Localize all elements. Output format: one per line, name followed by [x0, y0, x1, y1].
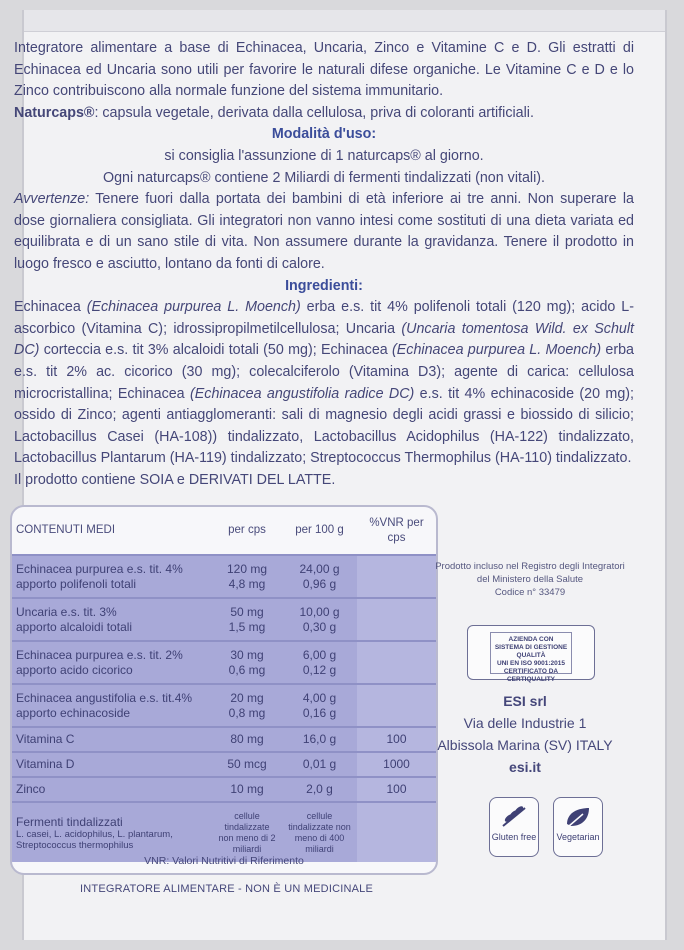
label-text — [14, 38, 634, 491]
cell: 10 mg — [212, 777, 282, 802]
top-band — [24, 10, 665, 32]
cell: 20 mg — [230, 690, 264, 705]
company-website: esi.it — [509, 759, 541, 775]
quality-certification-badge — [467, 625, 595, 683]
row-name: Echinacea purpurea e.s. tit. 4% — [16, 561, 183, 576]
cell: 50 mcg — [212, 752, 282, 777]
vnr-note: VNR: Valori Nutritivi di Riferimento — [144, 855, 304, 867]
row-name: Fermenti tindalizzati — [16, 814, 123, 829]
cell — [357, 555, 436, 598]
row-sub: apporto echinacoside — [16, 705, 131, 720]
cell: 10,00 g — [299, 604, 340, 619]
cell: 80 mg — [212, 727, 282, 752]
ing-part: erba e.s. tit 4% polifenoli totali (120 mg); acido L-ascorbico (Vitamina C); idrossipropilmetilcellulosa; Uncaria — [14, 299, 634, 337]
row-name: Vitamina C — [12, 727, 212, 752]
nutrition-table — [10, 505, 438, 875]
cell: 100 — [357, 777, 436, 802]
cell: 50 mg — [230, 604, 264, 619]
ing-latin: (Echinacea purpurea L. Moench) — [86, 299, 301, 316]
table-row — [12, 727, 436, 752]
ing-part: erba e.s. tit 2% ac. cicorico (30 mg); colecalciferolo (Vitamina D3); agente di carica: cellulosa microcristallina; Echinacea — [14, 342, 634, 402]
table-header — [12, 507, 436, 555]
company-city: Albissola Marina (SV) ITALY — [437, 737, 613, 753]
cell: 1000 — [357, 752, 436, 777]
cert-line: UNI EN ISO 9001:2015 — [497, 660, 565, 667]
cell: 0,8 mg — [228, 705, 266, 720]
warning-label: Avvertenze: — [14, 191, 90, 208]
company-name: ESI srl — [503, 693, 547, 709]
header-name: CONTENUTI MEDI — [16, 524, 116, 536]
cell: 16,0 g — [282, 727, 357, 752]
header-vnr: %VNR per cps — [369, 516, 424, 544]
cell: 4,8 mg — [228, 576, 266, 591]
cell: cellule tindalizzate non meno di 400 miliardi — [282, 802, 357, 862]
row-sub: apporto polifenoli totali — [16, 576, 137, 591]
naturcaps-label: Naturcaps® — [14, 104, 95, 121]
cell: 6,00 g — [302, 647, 337, 662]
header-per-100g: per 100 g — [295, 524, 344, 536]
cell — [357, 802, 436, 862]
warnings — [14, 189, 634, 275]
registry-note — [430, 560, 630, 599]
ing-part: corteccia e.s. tit 3% alcaloidi totali (50 mg); Echinacea — [39, 342, 392, 359]
cell: 30 mg — [230, 647, 264, 662]
cell: 2,0 g — [282, 777, 357, 802]
row-name: Zinco — [12, 777, 212, 802]
usage-line-2: Ogni naturcaps® contiene 2 Miliardi di fermenti tindalizzati (non vitali). — [102, 169, 546, 186]
ing-part: Echinacea — [14, 299, 87, 316]
table-row — [12, 752, 436, 777]
cell — [357, 641, 436, 684]
usage-line-1: si consiglia l'assunzione di 1 naturcaps® al giorno. — [164, 147, 484, 164]
cell: 0,16 g — [302, 705, 337, 720]
cert-line: AZIENDA CON — [508, 636, 554, 643]
usage-heading: Modalità d'uso: — [271, 126, 377, 143]
vegetarian-label: Vegetarian — [556, 832, 600, 842]
table-row — [12, 684, 436, 727]
cell — [357, 598, 436, 641]
cell: 0,96 g — [302, 576, 337, 591]
cell: 120 mg — [226, 561, 268, 576]
gluten-free-badge — [489, 797, 539, 857]
intro-paragraph: Integratore alimentare a base di Echinacea, Uncaria, Zinco e Vitamine C e D. Gli estratti di Echinacea ed Uncaria sono utili per favorire le naturali difese organiche. Le Vitamine C e D e lo Zinco contribuiscono alla normale funzione del sistema immunitario. — [14, 40, 634, 100]
cert-line: CERTIFICATO DA CERTIQUALITY — [503, 668, 559, 683]
wheat-icon — [499, 804, 529, 830]
registry-line: Codice n° 33479 — [494, 587, 566, 598]
row-name: Echinacea angustifolia e.s. tit.4% — [16, 690, 193, 705]
table-row — [12, 555, 436, 598]
cell: cellule tindalizzate non meno di 2 miliardi — [212, 802, 282, 862]
cert-line: SISTEMA DI GESTIONE QUALITÀ — [494, 644, 568, 659]
ingredients-text — [14, 297, 634, 470]
cell: 4,00 g — [302, 690, 337, 705]
company-info — [420, 690, 630, 778]
cell: 100 — [357, 727, 436, 752]
header-per-cps: per cps — [228, 524, 266, 536]
ing-latin: (Echinacea angustifolia radice DC) — [190, 385, 415, 402]
cell: 0,6 mg — [228, 662, 266, 677]
vegetarian-badge — [553, 797, 603, 857]
row-sub: L. casei, L. acidophilus, L. plantarum, Streptococcus thermophilus — [16, 828, 173, 851]
badge-icons — [465, 797, 615, 859]
table-row — [12, 777, 436, 802]
cell: 0,30 g — [302, 619, 337, 634]
row-name: Echinacea purpurea e.s. tit. 2% — [16, 647, 183, 662]
naturcaps-line — [14, 103, 634, 125]
cell: 0,01 g — [282, 752, 357, 777]
cell: 1,5 mg — [228, 619, 266, 634]
warning-text: Tenere fuori dalla portata dei bambini di età inferiore ai tre anni. Non superare la dose giornaliera consigliata. Gli integratori non vanno intesi come sostituti di una dieta variata ed equilibrata e di un sano stile di vita. Non assumere durante la gravidanza. Tenere il prodotto in luogo fresco e asciutto, lontano da fonti di calore. — [14, 191, 634, 272]
row-sub: apporto acido cicorico — [16, 662, 133, 677]
company-street: Via delle Industrie 1 — [463, 715, 587, 731]
certification-text — [490, 632, 572, 683]
table-row — [12, 598, 436, 641]
naturcaps-text: : capsula vegetale, derivata dalla cellulosa, priva di coloranti artificiali. — [94, 104, 534, 121]
row-name: Vitamina D — [12, 752, 212, 777]
table-row — [12, 641, 436, 684]
ing-latin: (Echinacea purpurea L. Moench) — [392, 342, 602, 359]
ing-part: e.s. tit 4% echinacoside (20 mg); ossido di Zinco; agenti antiagglomeranti: sali di magnesio degli acidi grassi e biossido di silicio; Lactobacillus Casei (HA-108)) tindalizzato, Lactobacillus Acidophilus (HA-122) tindalizzato, Lactobacillus Plantarum (HA-119) tindalizzato; Streptococcus Thermophilus (HA-110) tindalizzato. — [14, 385, 635, 467]
row-sub: apporto alcaloidi totali — [16, 619, 133, 634]
leaf-icon — [563, 804, 593, 830]
registry-line: del Ministero della Salute — [476, 574, 584, 585]
cell: 24,00 g — [299, 561, 340, 576]
registry-line: Prodotto incluso nel Registro degli Integratori — [435, 561, 625, 572]
allergens-line: Il prodotto contiene SOIA e DERIVATI DEL LATTE. — [14, 471, 336, 488]
cell: 0,12 g — [302, 662, 337, 677]
ing-latin: (Uncaria tomentosa Wild. ex Schult DC) — [14, 320, 634, 359]
gluten-free-label: Gluten free — [491, 832, 537, 842]
ingredients-heading: Ingredienti: — [285, 277, 363, 294]
row-name: Uncaria e.s. tit. 3% — [16, 604, 117, 619]
table-row — [12, 802, 436, 862]
footer-disclaimer: INTEGRATORE ALIMENTARE - NON È UN MEDICINALE — [80, 883, 374, 895]
